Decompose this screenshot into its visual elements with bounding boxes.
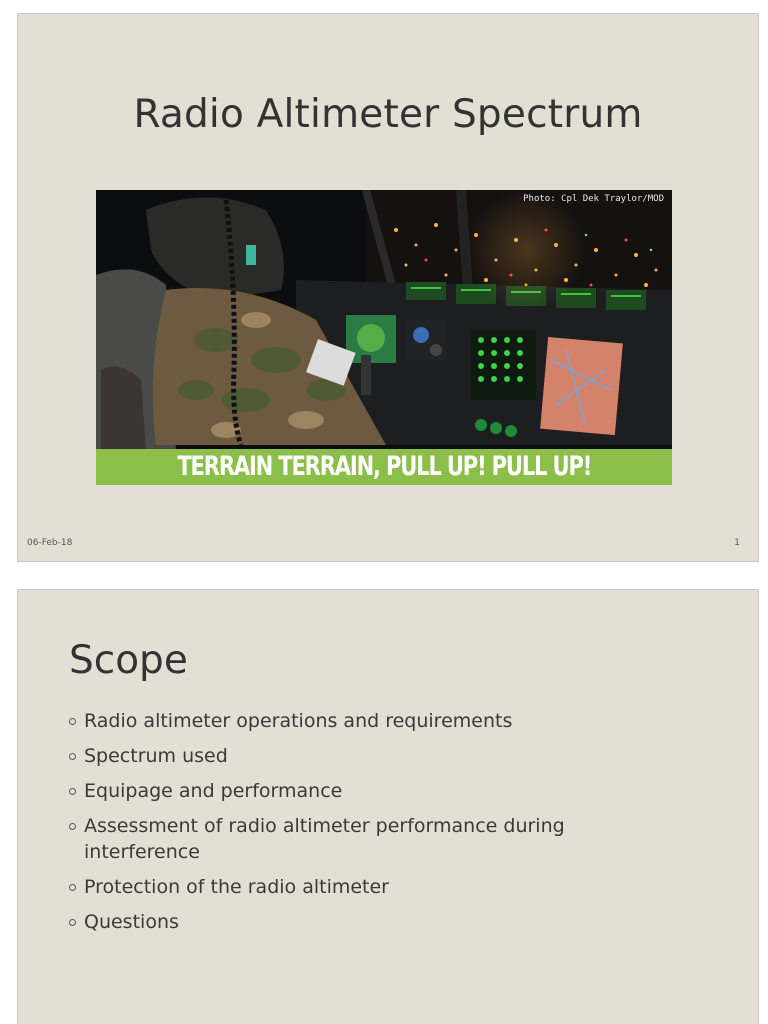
warning-banner — [96, 449, 672, 485]
slide-title: Radio Altimeter Spectrum — [133, 92, 643, 137]
list-item — [69, 874, 629, 900]
bullet-icon — [69, 823, 76, 830]
list-item — [69, 743, 629, 769]
bullet-icon — [69, 753, 76, 760]
bullet-icon — [69, 718, 76, 725]
list-item-text: Protection of the radio altimeter — [84, 876, 389, 898]
warning-banner-text: TERRAIN TERRAIN, PULL UP! PULL UP! — [177, 451, 591, 482]
list-item-text: Equipage and performance — [84, 780, 343, 802]
cockpit-illustration — [96, 190, 672, 485]
list-item — [69, 708, 629, 734]
cockpit-photo — [96, 190, 672, 485]
list-item-text: Questions — [84, 911, 179, 933]
footer-date: 06-Feb-18 — [27, 538, 73, 548]
photo-credit: Photo: Cpl Dek Traylor/MOD — [523, 194, 664, 204]
list-item — [69, 909, 629, 935]
list-item-text: Radio altimeter operations and requirements — [84, 710, 513, 732]
slide-title: Scope — [69, 638, 188, 683]
list-item-text: Assessment of radio altimeter performance during interference — [84, 815, 565, 863]
list-item-text: Spectrum used — [84, 745, 228, 767]
bullet-icon — [69, 919, 76, 926]
bullet-icon — [69, 884, 76, 891]
bullet-icon — [69, 788, 76, 795]
slide-2 — [18, 590, 758, 1024]
list-item — [69, 778, 629, 804]
bullet-list — [69, 708, 629, 944]
slide-1 — [18, 14, 758, 561]
slide-number: 1 — [734, 538, 740, 548]
list-item — [69, 813, 629, 865]
